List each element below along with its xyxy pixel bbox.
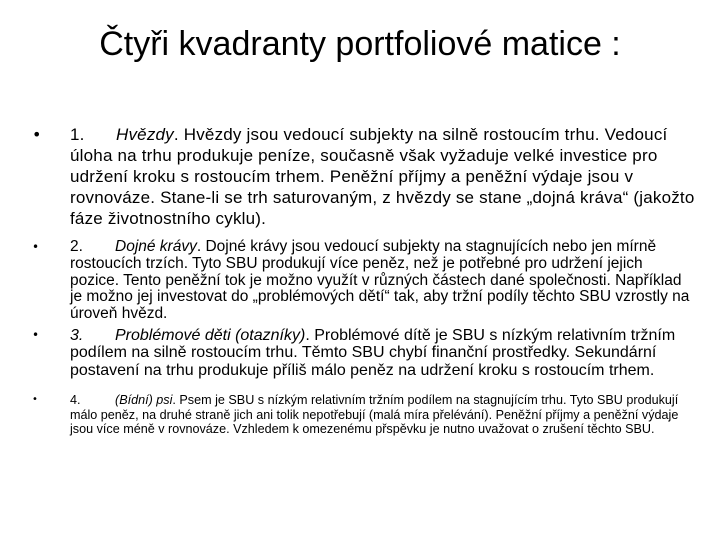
item-text: . Problémové dítě je SBU s nízkým relativním tržním podílem na silně rostoucím trhu. Těmto SBU chybí finanční prostředky. Sekundární postavení na trhu produkuje příliš málo peněz na udržení kroku s rostoucím trhem. <box>70 326 676 379</box>
item-term: Dojné krávy <box>115 238 197 255</box>
item-term: (Bídní) psi <box>115 393 173 408</box>
item-number: 1. <box>70 125 85 144</box>
item-number: 4. <box>70 393 81 408</box>
item-term: Problémové děti (otazníky) <box>115 326 306 344</box>
item-text: . Dojné krávy jsou vedoucí subjekty na stagnujících nebo jen mírně rostoucích trzích. Tyto SBU produkují více peněz, než je potřebné pro udržení jejich pozice. Tento peněžní tok je možno využít v různých částech dané společnosti. Například je možno jej investovat do „problémových dětí“ tak, aby tržní podíly těchto SBU vzrostly na úroveň hvězd. <box>70 238 690 323</box>
list-item <box>30 327 695 380</box>
bullet-icon: • <box>32 240 40 254</box>
item-number: 2. <box>70 238 83 255</box>
item-number: 3. <box>70 326 84 344</box>
list-item <box>30 393 695 436</box>
bullet-icon: • <box>32 327 40 342</box>
item-text: . Hvězdy jsou vedoucí subjekty na silně rostoucím trhu. Vedoucí úloha na trhu produkuje peníze, současně však vyžaduje velké investice pro udržení kroku s rostoucím trhem. Peněžní příjmy a peněžní výdaje jsou v rovnováze. Stane-li se trh saturovaným, z hvězdy se stane „dojná kráva“ (jakožto fáze životnostního cyklu). <box>70 125 695 228</box>
bullet-icon: • <box>32 394 38 406</box>
slide-title: Čtyři kvadranty portfoliové matice : <box>99 25 621 63</box>
item-text: . Psem je SBU s nízkým relativním tržním podílem na stagnujícím trhu. Tyto SBU produkují málo peněz, na druhé straně jich ani tolik nepotřebují (malá míra přelévání). Peněžní příjmy a peněžní výdaje jsou více méně v rovnováze. Vzhledem k omezenému přspěvku je nutno uvažovat o zrušení těchto SBU. <box>70 393 679 436</box>
item-term: Hvězdy <box>116 125 174 144</box>
bullet-icon: • <box>32 125 42 144</box>
list-item <box>30 124 695 229</box>
list-item <box>30 239 695 323</box>
bullet-list <box>30 124 695 436</box>
